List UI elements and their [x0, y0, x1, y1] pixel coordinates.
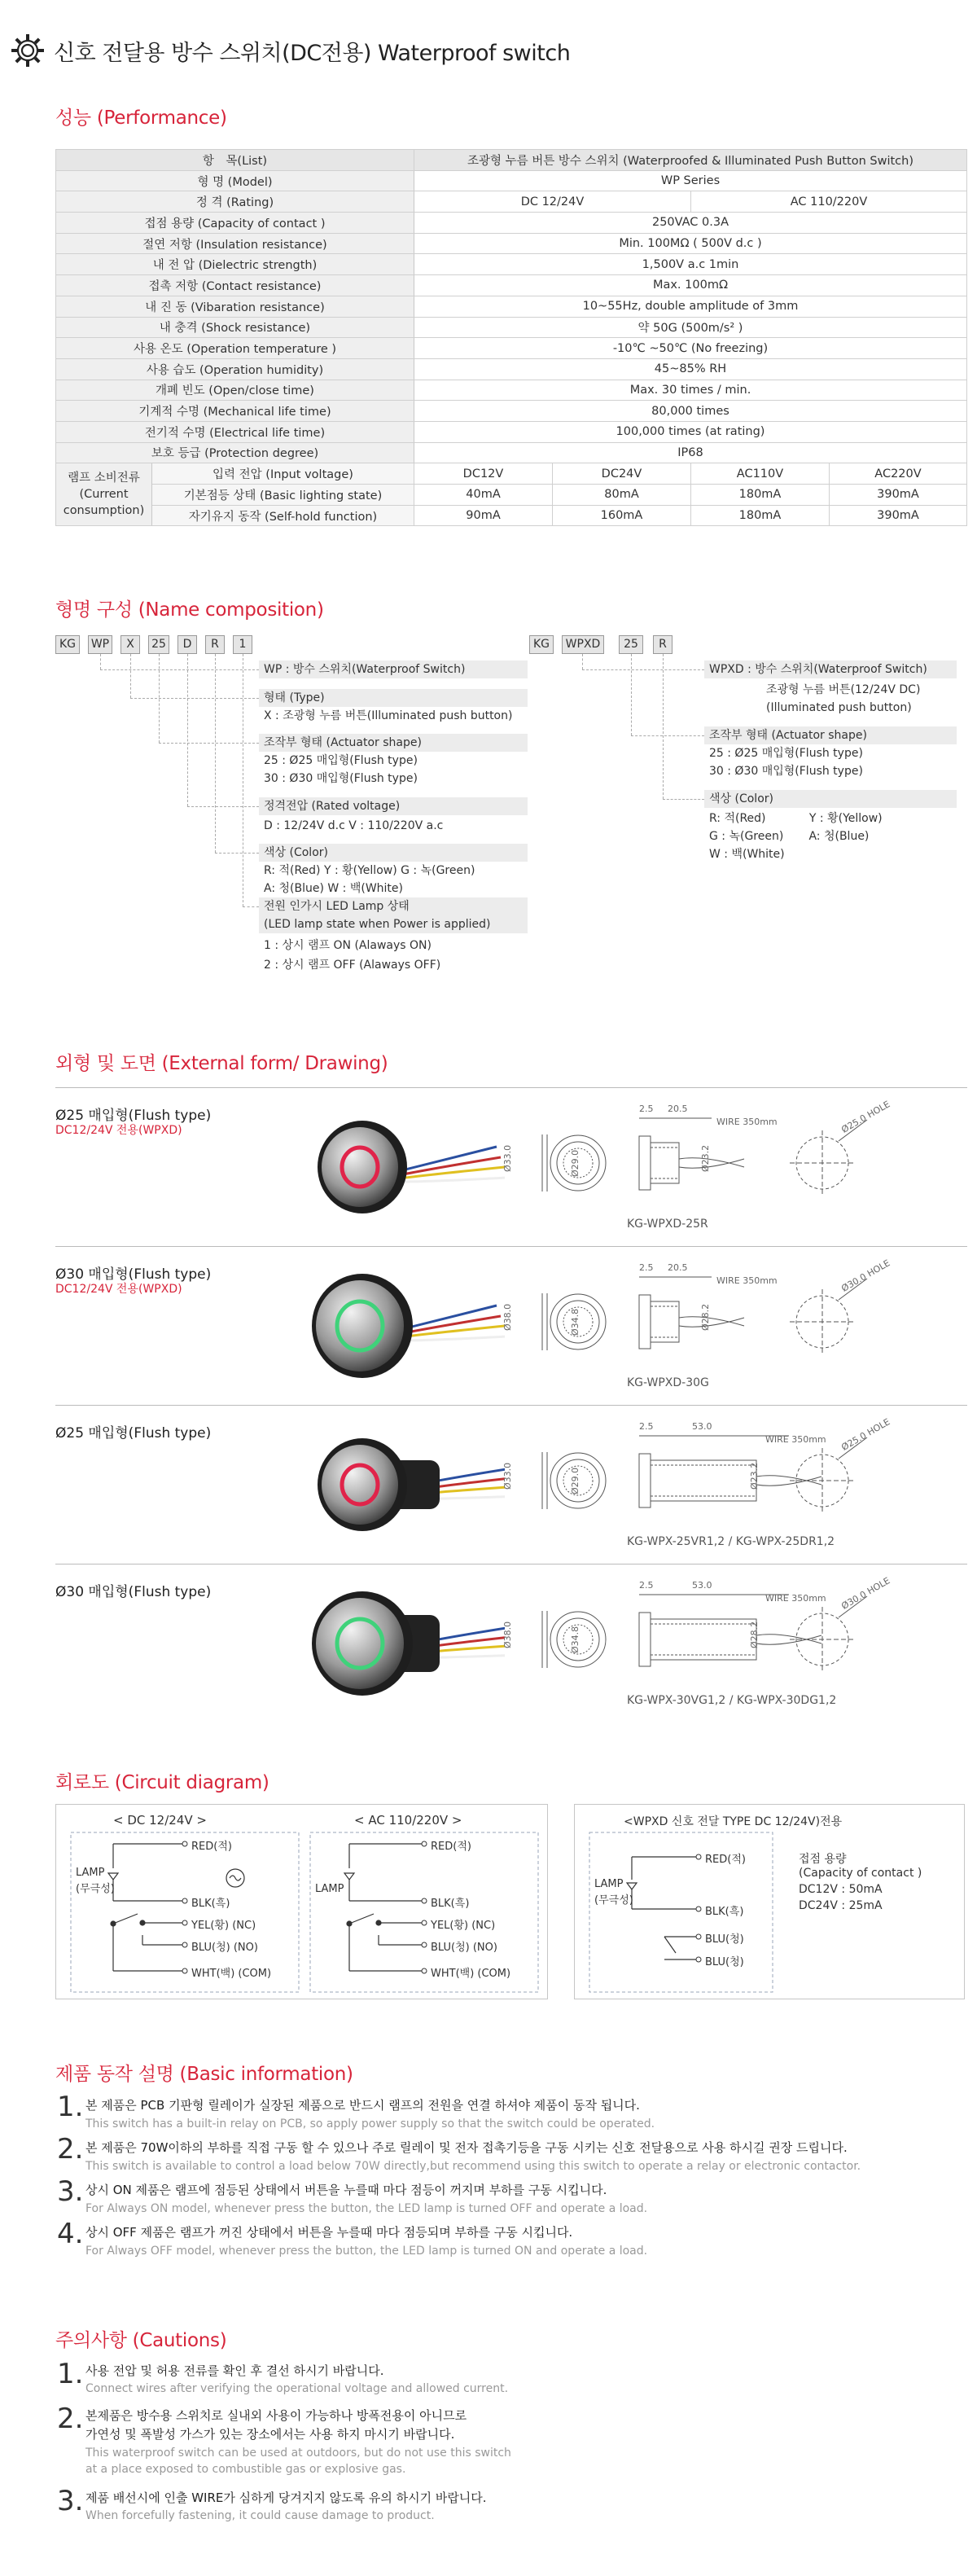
wire-label: BLK(흑): [705, 1906, 744, 1918]
row-label: 전기적 수명 (Electrical life time): [56, 421, 414, 442]
row-label: 자기유지 동작 (Self-hold function): [152, 505, 414, 526]
table-row: [56, 213, 967, 234]
lamp-sub-label: (무극성): [594, 1894, 633, 1907]
header-cell: 조광형 누름 버튼 방수 스위치 (Waterproofed & Illuminated Push Button Switch): [414, 150, 967, 171]
technical-drawing: [497, 1570, 871, 1709]
item-number: 4.: [57, 2218, 84, 2250]
model-caption: KG-WPX-25VR1,2 / KG-WPX-25DR1,2: [627, 1535, 835, 1548]
dimension-label: Ø30.0 HOLE: [839, 1257, 892, 1294]
row-label: 개폐 빈도 (Open/close time): [56, 380, 414, 401]
info-en: For Always OFF model, whenever press the button, the LED lamp is turned ON and operate a load.: [85, 2245, 648, 2258]
wire-label: BLU(청) (NO): [191, 1942, 258, 1954]
dimension-label: 2.5: [639, 1262, 654, 1273]
dimension-label: Ø28.2: [749, 1621, 760, 1648]
info-en: For Always ON model, whenever press the button, the LED lamp is turned OFF and operate a load.: [85, 2202, 648, 2215]
row-label: 접촉 저항 (Contact resistance): [56, 275, 414, 296]
dimension-label: Ø23.2: [749, 1462, 760, 1490]
row-label: 접점 용량 (Capacity of contact ): [56, 213, 414, 234]
wire-label: BLK(흑): [191, 1898, 230, 1910]
group-label-line: (Current: [79, 488, 129, 502]
lamp-label: LAMP: [76, 1867, 105, 1879]
section-title-circuit: 회로도 (Circuit diagram): [55, 1772, 269, 1793]
desc-head: 전원 인가시 LED Lamp 상태: [264, 900, 410, 913]
row-label: 내 충격 (Shock resistance): [56, 317, 414, 338]
table-row: [56, 296, 967, 317]
connector: [582, 669, 704, 670]
row-label: 사용 습도 (Operation humidity): [56, 358, 414, 380]
table-row: [56, 317, 967, 338]
row-value: 40mA: [414, 485, 553, 506]
desc-line: D : 12/24V d.c V : 110/220V a.c: [264, 819, 444, 832]
dimension-label: Ø33.0: [502, 1462, 513, 1490]
desc-line: G : 녹(Green) A: 청(Blue): [709, 830, 870, 843]
connector: [130, 698, 259, 699]
row-value: -10℃ ~50℃ (No freezing): [414, 338, 967, 359]
wire-label: RED(적): [705, 1854, 746, 1866]
table-row: [56, 233, 967, 254]
dimension-label: 20.5: [668, 1104, 688, 1114]
row-label: 기계적 수명 (Mechanical life time): [56, 401, 414, 422]
item-number: 3.: [57, 2175, 84, 2208]
group-label-line: consumption): [63, 504, 145, 518]
section-title-external: 외형 및 도면 (External form/ Drawing): [55, 1053, 388, 1074]
info-ko: 본 제품은 PCB 기판형 릴레이가 실장된 제품으로 반드시 램프의 전원을 연결 하셔야 제품이 동작 됩니다.: [85, 2098, 640, 2113]
connector: [215, 853, 259, 854]
row-value: IP68: [414, 442, 967, 463]
dimension-label: 20.5: [668, 1262, 688, 1273]
code-box: KG: [529, 635, 554, 654]
gear-logo-icon: [10, 33, 46, 68]
dimension-label: 2.5: [639, 1421, 654, 1432]
circuit-box-wpxd: [574, 1804, 965, 1999]
code-box: 25: [619, 635, 643, 654]
group-label-line: 램프 소비전류: [68, 472, 140, 485]
drawing-title: Ø25 매입형(Flush type): [55, 1108, 212, 1124]
desc-line: 조광형 누름 버튼(12/24V DC): [766, 683, 921, 696]
dimension-label: 53.0: [692, 1580, 712, 1591]
desc-line: (LED lamp state when Power is applied): [264, 918, 491, 931]
section-title-cautions: 주의사항 (Cautions): [55, 2330, 227, 2351]
wire-label: BLU(청): [705, 1933, 744, 1946]
row-label: 내 진 동 (Vibaration resistance): [56, 296, 414, 317]
table-row: [56, 191, 967, 213]
info-en: This switch has a built-in relay on PCB, so apply power supply so that the switch could be operated.: [85, 2117, 655, 2131]
divider: [55, 1246, 967, 1247]
table-header-row: [56, 150, 967, 171]
performance-table: [55, 149, 967, 526]
table-row: [56, 338, 967, 359]
row-value: 10~55Hz, double amplitude of 3mm: [414, 296, 967, 317]
row-value: Max. 30 times / min.: [414, 380, 967, 401]
switch-photo-illustration: [293, 1253, 505, 1391]
connector: [187, 654, 188, 806]
row-label: 보호 등급 (Protection degree): [56, 442, 414, 463]
row-value: 45~85% RH: [414, 358, 967, 380]
dimension-label: Ø38.0: [502, 1621, 513, 1648]
table-row: [56, 401, 967, 422]
connector: [100, 654, 101, 669]
desc-head: 색상 (Color): [704, 790, 957, 808]
row-value: 180mA: [691, 505, 830, 526]
table-row: [56, 358, 967, 380]
technical-drawing: [497, 1094, 871, 1232]
connector: [159, 654, 160, 743]
dimension-label: WIRE 350mm: [765, 1593, 826, 1604]
row-label: 정 격 (Rating): [56, 191, 414, 213]
caution-en: When forcefully fastening, it could cause damage to product.: [85, 2509, 435, 2522]
switch-photo-illustration: [293, 1094, 505, 1232]
dimension-label: Ø23.2: [700, 1144, 711, 1172]
connector: [631, 654, 632, 735]
row-label: 사용 온도 (Operation temperature ): [56, 338, 414, 359]
wpxd-title: <WPXD 신호 전달 TYPE DC 12/24V)전용: [624, 1815, 843, 1828]
dimension-label: Ø25.0 HOLE: [839, 1099, 892, 1135]
row-label: 내 전 압 (Dielectric strength): [56, 254, 414, 275]
lamp-label: LAMP: [315, 1883, 344, 1895]
info-ko: 본 제품은 70W이하의 부하를 직접 구동 할 수 있으나 주로 릴레이 및 전자 접촉기등을 구동 시키는 신호 전달용으로 사용 하시길 권장 드립니다.: [85, 2140, 848, 2155]
wire-label: WHT(백) (COM): [431, 1968, 511, 1980]
page-header: [10, 33, 570, 68]
wpxd-circuit-diagram: [575, 1805, 966, 2000]
table-row: [56, 254, 967, 275]
connector: [582, 654, 583, 669]
row-value: DC 12/24V: [414, 191, 691, 213]
row-value: 100,000 times (at rating): [414, 421, 967, 442]
row-value: 250VAC 0.3A: [414, 213, 967, 234]
table-row: [56, 442, 967, 463]
desc-line: 2 : 상시 램프 OFF (Alaways OFF): [264, 959, 441, 972]
info-ko: 상시 OFF 제품은 램프가 꺼진 상태에서 버튼을 누를때 마다 점등되며 부하를 구동 시킵니다.: [85, 2225, 573, 2240]
item-number: 3.: [57, 2485, 84, 2517]
divider: [55, 1405, 967, 1406]
capacity-value: DC12V : 50mA: [799, 1883, 883, 1896]
row-value: 160mA: [553, 505, 691, 526]
caution-en: at a place exposed to combustible gas or explosive gas.: [85, 2463, 406, 2476]
lamp-sub-label: (무극성): [76, 1883, 115, 1895]
row-value: Max. 100mΩ: [414, 275, 967, 296]
wire-label: WHT(백) (COM): [191, 1968, 272, 1980]
wire-label: BLK(흑): [431, 1898, 470, 1910]
connector: [243, 906, 259, 907]
info-en: This switch is available to control a load below 70W directly,but recommend using this switch to operate a relay or electronic contactor.: [85, 2160, 861, 2173]
drawing-subtitle: DC12/24V 전용(WPXD): [55, 1124, 182, 1137]
dimension-label: Ø34.8: [570, 1308, 581, 1336]
item-number: 1.: [57, 2091, 84, 2123]
item-number: 2.: [57, 2133, 84, 2166]
table-row: [56, 380, 967, 401]
circuit-box-main: [55, 1804, 548, 1999]
wire-label: RED(적): [431, 1841, 471, 1853]
code-box: D: [177, 635, 197, 654]
desc-head: 조작부 형태 (Actuator shape): [259, 734, 528, 752]
desc-line: 1 : 상시 램프 ON (Alaways ON): [264, 939, 432, 952]
dimension-label: WIRE 350mm: [716, 1117, 778, 1127]
item-number: 2.: [57, 2403, 84, 2435]
table-row: [56, 275, 967, 296]
caution-ko: 제품 배선시에 인출 WIRE가 심하게 당겨지지 않도록 유의 하시기 바랍니다.: [85, 2490, 487, 2505]
header-cell: 항 목(List): [56, 150, 414, 171]
dc-title: < DC 12/24V >: [113, 1813, 207, 1828]
code-box: WP: [88, 635, 112, 654]
row-value: AC220V: [830, 463, 967, 485]
connector: [215, 654, 216, 853]
desc-line: 25 : Ø25 매입형(Flush type): [709, 747, 863, 760]
wire-label: YEL(황) (NC): [431, 1920, 496, 1932]
dimension-label: Ø29.0: [570, 1149, 581, 1177]
connector: [187, 806, 259, 807]
wire-label: YEL(황) (NC): [191, 1920, 256, 1932]
desc-line: 30 : Ø30 매입형(Flush type): [709, 765, 863, 778]
drawing-subtitle: DC12/24V 전용(WPXD): [55, 1283, 182, 1296]
model-caption: KG-WPXD-25R: [627, 1218, 708, 1231]
dimension-label: Ø29.0: [570, 1467, 581, 1494]
dimension-label: Ø25.0 HOLE: [839, 1416, 892, 1453]
row-label: 형 명 (Model): [56, 170, 414, 191]
code-box: 1: [233, 635, 252, 654]
dimension-label: 2.5: [639, 1104, 654, 1114]
desc-line: W : 백(White): [709, 848, 785, 861]
code-box: KG: [55, 635, 80, 654]
desc-head: WP : 방수 스위치(Waterproof Switch): [259, 660, 528, 678]
caution-en: Connect wires after verifying the operational voltage and allowed current.: [85, 2382, 509, 2395]
code-box: 25: [148, 635, 169, 654]
desc-line: (Illuminated push button): [766, 701, 912, 714]
capacity-label: (Capacity of contact ): [799, 1867, 922, 1880]
row-value: WP Series: [414, 170, 967, 191]
row-value: DC12V: [414, 463, 553, 485]
capacity-label: 접점 용량: [799, 1853, 847, 1866]
row-value: DC24V: [553, 463, 691, 485]
code-box: R: [205, 635, 225, 654]
desc-head: 조작부 형태 (Actuator shape): [704, 726, 957, 744]
row-label: 입력 전압 (Input voltage): [152, 463, 414, 485]
connector: [663, 799, 704, 800]
row-label: 기본점등 상태 (Basic lighting state): [152, 485, 414, 506]
row-value: AC 110/220V: [691, 191, 967, 213]
ac-title: < AC 110/220V >: [354, 1813, 462, 1828]
wire-label: BLU(청): [705, 1956, 744, 1968]
section-title-name-composition: 형명 구성 (Name composition): [55, 599, 324, 621]
caution-ko: 가연성 및 폭발성 가스가 있는 장소에서는 사용 하지 마시기 바랍니다.: [85, 2427, 455, 2442]
desc-head-box: [259, 897, 528, 933]
dimension-label: WIRE 350mm: [716, 1275, 778, 1286]
page-title: 신호 전달용 방수 스위치(DC전용) Waterproof switch: [54, 40, 571, 66]
divider: [55, 1087, 967, 1088]
desc-head: WPXD : 방수 스위치(Waterproof Switch): [704, 660, 957, 678]
desc-line: X : 조광형 누름 버튼(Illuminated push button): [264, 709, 513, 722]
caution-en: This waterproof switch can be used at outdoors, but do not use this switch: [85, 2447, 511, 2460]
connector: [100, 669, 259, 670]
row-value: 390mA: [830, 505, 967, 526]
dimension-label: Ø33.0: [502, 1144, 513, 1172]
dimension-label: Ø38.0: [502, 1303, 513, 1331]
row-value: 180mA: [691, 485, 830, 506]
model-caption: KG-WPX-30VG1,2 / KG-WPX-30DG1,2: [627, 1694, 837, 1707]
table-row: [56, 463, 967, 485]
table-row: [56, 485, 967, 506]
row-value: 1,500V a.c 1min: [414, 254, 967, 275]
dimension-label: 53.0: [692, 1421, 712, 1432]
switch-photo-illustration: [293, 1570, 505, 1709]
desc-line: R: 적(Red) Y : 황(Yellow): [709, 812, 883, 825]
desc-head: 형태 (Type): [259, 689, 528, 707]
desc-line: 25 : Ø25 매입형(Flush type): [264, 754, 418, 767]
row-value: 약 50G (500m/s² ): [414, 317, 967, 338]
code-box: X: [120, 635, 140, 654]
row-value: 80,000 times: [414, 401, 967, 422]
connector: [130, 654, 131, 698]
row-value: 80mA: [553, 485, 691, 506]
lamp-label: LAMP: [594, 1878, 624, 1890]
code-box: R: [653, 635, 673, 654]
drawing-title: Ø25 매입형(Flush type): [55, 1425, 212, 1442]
desc-line: R: 적(Red) Y : 황(Yellow) G : 녹(Green): [264, 864, 475, 877]
table-row: [56, 421, 967, 442]
dimension-label: Ø34.8: [570, 1626, 581, 1653]
section-title-basic: 제품 동작 설명 (Basic information): [55, 2064, 353, 2085]
section-title-performance: 성능 (Performance): [55, 108, 227, 129]
wire-label: RED(적): [191, 1841, 232, 1853]
caution-ko: 사용 전압 및 허용 전류를 확인 후 결선 하시기 바랍니다.: [85, 2363, 384, 2378]
connector: [663, 654, 664, 799]
item-number: 1.: [57, 2358, 84, 2390]
table-row: [56, 505, 967, 526]
row-value: Min. 100MΩ ( 500V d.c ): [414, 233, 967, 254]
table-row: [56, 170, 967, 191]
switch-photo-illustration: [293, 1411, 505, 1550]
desc-line: 30 : Ø30 매입형(Flush type): [264, 772, 418, 785]
dimension-label: WIRE 350mm: [765, 1434, 826, 1445]
row-label: 절연 저항 (Insulation resistance): [56, 233, 414, 254]
dimension-label: 2.5: [639, 1580, 654, 1591]
capacity-value: DC24V : 25mA: [799, 1899, 883, 1912]
dimension-label: Ø28.2: [700, 1303, 711, 1331]
row-value: 390mA: [830, 485, 967, 506]
code-box: WPXD: [562, 635, 604, 654]
drawing-title: Ø30 매입형(Flush type): [55, 1584, 212, 1600]
wire-label: BLU(청) (NO): [431, 1942, 497, 1954]
desc-line: A: 청(Blue) W : 백(White): [264, 882, 403, 895]
info-ko: 상시 ON 제품은 램프에 점등된 상태에서 버튼을 누를때 마다 점등이 꺼지며 부하를 구동 시킵니다.: [85, 2183, 607, 2197]
technical-drawing: [497, 1253, 871, 1391]
connector: [631, 735, 704, 736]
connector: [159, 743, 259, 744]
dimension-label: Ø30.0 HOLE: [839, 1575, 892, 1612]
row-value: AC110V: [691, 463, 830, 485]
drawing-title: Ø30 매입형(Flush type): [55, 1266, 212, 1283]
desc-head: 색상 (Color): [259, 844, 528, 862]
row-value: 90mA: [414, 505, 553, 526]
model-caption: KG-WPXD-30G: [627, 1376, 709, 1389]
technical-drawing: [497, 1411, 871, 1550]
desc-head: 정격전압 (Rated voltage): [259, 797, 528, 815]
consumption-group-label: [56, 463, 152, 526]
caution-ko: 본제품은 방수용 스위치로 실내외 사용이 가능하나 방폭전용이 아니므로: [85, 2408, 467, 2423]
